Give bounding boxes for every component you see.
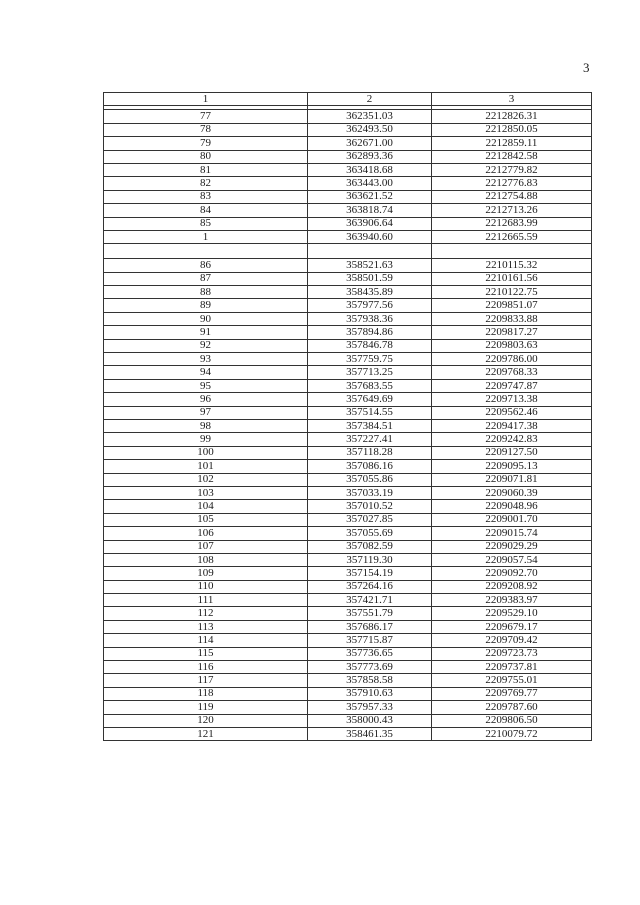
table-row (104, 286, 592, 299)
table-row (104, 177, 592, 190)
x-coordinate-cell: 357773.69 (308, 661, 432, 674)
empty-cell (432, 244, 592, 259)
x-coordinate-cell: 358501.59 (308, 272, 432, 285)
y-coordinate-cell: 2212713.26 (432, 204, 592, 217)
table-row (104, 312, 592, 325)
x-coordinate-cell: 362893.36 (308, 150, 432, 163)
y-coordinate-cell: 2209851.07 (432, 299, 592, 312)
point-number-cell: 104 (104, 500, 308, 513)
x-coordinate-cell: 357551.79 (308, 607, 432, 620)
x-coordinate-cell: 358435.89 (308, 286, 432, 299)
y-coordinate-cell: 2209713.38 (432, 393, 592, 406)
point-number-cell: 97 (104, 406, 308, 419)
y-coordinate-cell: 2209127.50 (432, 446, 592, 459)
table-row (104, 661, 592, 674)
point-number-cell: 114 (104, 634, 308, 647)
table-row (104, 259, 592, 272)
table-row (104, 567, 592, 580)
point-number-cell: 90 (104, 312, 308, 325)
empty-cell (104, 244, 308, 259)
x-coordinate-cell: 363906.64 (308, 217, 432, 230)
table-row (104, 714, 592, 727)
table-row (104, 727, 592, 740)
point-number-cell: 105 (104, 513, 308, 526)
point-number-cell: 103 (104, 486, 308, 499)
y-coordinate-cell: 2209242.83 (432, 433, 592, 446)
y-coordinate-cell: 2209806.50 (432, 714, 592, 727)
y-coordinate-cell: 2209057.54 (432, 553, 592, 566)
point-number-cell: 80 (104, 150, 308, 163)
x-coordinate-cell: 357086.16 (308, 460, 432, 473)
point-number-cell: 110 (104, 580, 308, 593)
x-coordinate-cell: 357894.86 (308, 326, 432, 339)
x-coordinate-cell: 357055.69 (308, 527, 432, 540)
table-row (104, 513, 592, 526)
point-number-cell: 96 (104, 393, 308, 406)
x-coordinate-cell: 357033.19 (308, 486, 432, 499)
point-number-cell: 108 (104, 553, 308, 566)
point-number-cell: 121 (104, 727, 308, 740)
x-coordinate-cell: 357957.33 (308, 701, 432, 714)
y-coordinate-cell: 2209755.01 (432, 674, 592, 687)
x-coordinate-cell: 357154.19 (308, 567, 432, 580)
point-number-cell: 85 (104, 217, 308, 230)
x-coordinate-cell: 357649.69 (308, 393, 432, 406)
table-row (104, 486, 592, 499)
y-coordinate-cell: 2209817.27 (432, 326, 592, 339)
x-coordinate-cell: 357686.17 (308, 620, 432, 633)
y-coordinate-cell: 2209723.73 (432, 647, 592, 660)
point-number-cell: 106 (104, 527, 308, 540)
table-row (104, 339, 592, 352)
x-coordinate-cell: 357713.25 (308, 366, 432, 379)
x-coordinate-cell: 357910.63 (308, 687, 432, 700)
table-row (104, 419, 592, 432)
point-number-cell: 94 (104, 366, 308, 379)
x-coordinate-cell: 357683.55 (308, 379, 432, 392)
y-coordinate-cell: 2209417.38 (432, 419, 592, 432)
table-row (104, 553, 592, 566)
y-coordinate-cell: 2209048.96 (432, 500, 592, 513)
table-row (104, 620, 592, 633)
point-number-cell: 86 (104, 259, 308, 272)
point-number-cell: 84 (104, 204, 308, 217)
x-coordinate-cell: 358521.63 (308, 259, 432, 272)
point-number-cell: 116 (104, 661, 308, 674)
x-coordinate-cell: 357977.56 (308, 299, 432, 312)
y-coordinate-cell: 2209786.00 (432, 353, 592, 366)
table-row (104, 137, 592, 150)
x-coordinate-cell: 358000.43 (308, 714, 432, 727)
table-row (104, 701, 592, 714)
table-row (104, 446, 592, 459)
point-number-cell: 79 (104, 137, 308, 150)
y-coordinate-cell: 2209769.77 (432, 687, 592, 700)
y-coordinate-cell: 2212850.05 (432, 123, 592, 136)
point-number-cell: 109 (104, 567, 308, 580)
point-number-cell: 92 (104, 339, 308, 352)
y-coordinate-cell: 2209737.81 (432, 661, 592, 674)
x-coordinate-cell: 357715.87 (308, 634, 432, 647)
point-number-cell: 115 (104, 647, 308, 660)
column-header-x: 2 (308, 93, 432, 106)
y-coordinate-cell: 2209071.81 (432, 473, 592, 486)
table-row (104, 647, 592, 660)
table-row (104, 634, 592, 647)
table-row (104, 379, 592, 392)
x-coordinate-cell: 357384.51 (308, 419, 432, 432)
y-coordinate-cell: 2209787.60 (432, 701, 592, 714)
y-coordinate-cell: 2209803.63 (432, 339, 592, 352)
y-coordinate-cell: 2209562.46 (432, 406, 592, 419)
point-number-cell: 117 (104, 674, 308, 687)
y-coordinate-cell: 2212779.82 (432, 163, 592, 176)
y-coordinate-cell: 2212842.58 (432, 150, 592, 163)
table-header-row (104, 93, 592, 106)
point-number-cell: 82 (104, 177, 308, 190)
table-row (104, 123, 592, 136)
y-coordinate-cell: 2209029.29 (432, 540, 592, 553)
y-coordinate-cell: 2210115.32 (432, 259, 592, 272)
point-number-cell: 89 (104, 299, 308, 312)
table-row (104, 190, 592, 203)
table-row (104, 110, 592, 123)
table-row (104, 460, 592, 473)
point-number-cell: 88 (104, 286, 308, 299)
x-coordinate-cell: 357858.58 (308, 674, 432, 687)
table-row (104, 674, 592, 687)
table-row (104, 163, 592, 176)
x-coordinate-cell: 357264.16 (308, 580, 432, 593)
x-coordinate-cell: 357736.65 (308, 647, 432, 660)
y-coordinate-cell: 2210079.72 (432, 727, 592, 740)
y-coordinate-cell: 2212826.31 (432, 110, 592, 123)
y-coordinate-cell: 2212776.83 (432, 177, 592, 190)
table-row (104, 473, 592, 486)
point-number-cell: 118 (104, 687, 308, 700)
y-coordinate-cell: 2209679.17 (432, 620, 592, 633)
table-row (104, 527, 592, 540)
section-gap-row (104, 244, 592, 259)
table-row (104, 433, 592, 446)
y-coordinate-cell: 2209001.70 (432, 513, 592, 526)
y-coordinate-cell: 2209060.39 (432, 486, 592, 499)
point-number-cell: 98 (104, 419, 308, 432)
y-coordinate-cell: 2212859.11 (432, 137, 592, 150)
page-number: 3 (583, 60, 590, 75)
y-coordinate-cell: 2209208.92 (432, 580, 592, 593)
point-number-cell: 120 (104, 714, 308, 727)
point-number-cell: 107 (104, 540, 308, 553)
table-row (104, 594, 592, 607)
table-row (104, 500, 592, 513)
x-coordinate-cell: 358461.35 (308, 727, 432, 740)
x-coordinate-cell: 363621.52 (308, 190, 432, 203)
y-coordinate-cell: 2209768.33 (432, 366, 592, 379)
point-number-cell: 83 (104, 190, 308, 203)
x-coordinate-cell: 357421.71 (308, 594, 432, 607)
point-number-cell: 100 (104, 446, 308, 459)
table-row (104, 150, 592, 163)
x-coordinate-cell: 363818.74 (308, 204, 432, 217)
x-coordinate-cell: 357227.41 (308, 433, 432, 446)
y-coordinate-cell: 2212683.99 (432, 217, 592, 230)
x-coordinate-cell: 362671.00 (308, 137, 432, 150)
point-number-cell: 77 (104, 110, 308, 123)
point-number-cell: 81 (104, 163, 308, 176)
point-number-cell: 112 (104, 607, 308, 620)
y-coordinate-cell: 2210122.75 (432, 286, 592, 299)
x-coordinate-cell: 357082.59 (308, 540, 432, 553)
y-coordinate-cell: 2209092.70 (432, 567, 592, 580)
point-number-cell: 95 (104, 379, 308, 392)
table-row (104, 366, 592, 379)
table-row (104, 353, 592, 366)
y-coordinate-cell: 2209709.42 (432, 634, 592, 647)
point-number-cell: 119 (104, 701, 308, 714)
table-row (104, 393, 592, 406)
x-coordinate-cell: 363418.68 (308, 163, 432, 176)
x-coordinate-cell: 357055.86 (308, 473, 432, 486)
column-header-y: 3 (432, 93, 592, 106)
table-row (104, 540, 592, 553)
point-number-cell: 99 (104, 433, 308, 446)
point-number-cell: 101 (104, 460, 308, 473)
point-number-cell: 91 (104, 326, 308, 339)
y-coordinate-cell: 2209747.87 (432, 379, 592, 392)
y-coordinate-cell: 2209015.74 (432, 527, 592, 540)
table-row (104, 230, 592, 243)
x-coordinate-cell: 357119.30 (308, 553, 432, 566)
point-number-cell: 1 (104, 230, 308, 243)
x-coordinate-cell: 357846.78 (308, 339, 432, 352)
y-coordinate-cell: 2209095.13 (432, 460, 592, 473)
x-coordinate-cell: 362493.50 (308, 123, 432, 136)
point-number-cell: 102 (104, 473, 308, 486)
table-row (104, 580, 592, 593)
table-row (104, 687, 592, 700)
point-number-cell: 87 (104, 272, 308, 285)
empty-cell (308, 244, 432, 259)
point-number-cell: 78 (104, 123, 308, 136)
x-coordinate-cell: 357027.85 (308, 513, 432, 526)
point-number-cell: 93 (104, 353, 308, 366)
table-body (104, 106, 592, 741)
table-row (104, 326, 592, 339)
column-header-number: 1 (104, 93, 308, 106)
x-coordinate-cell: 363940.60 (308, 230, 432, 243)
x-coordinate-cell: 357759.75 (308, 353, 432, 366)
x-coordinate-cell: 363443.00 (308, 177, 432, 190)
table-row (104, 272, 592, 285)
y-coordinate-cell: 2209833.88 (432, 312, 592, 325)
y-coordinate-cell: 2210161.56 (432, 272, 592, 285)
x-coordinate-cell: 357938.36 (308, 312, 432, 325)
x-coordinate-cell: 357010.52 (308, 500, 432, 513)
table-row (104, 204, 592, 217)
y-coordinate-cell: 2209529.10 (432, 607, 592, 620)
y-coordinate-cell: 2212665.59 (432, 230, 592, 243)
point-number-cell: 113 (104, 620, 308, 633)
table-row (104, 299, 592, 312)
table-row (104, 406, 592, 419)
table-row (104, 607, 592, 620)
x-coordinate-cell: 357118.28 (308, 446, 432, 459)
table-row (104, 217, 592, 230)
point-number-cell: 111 (104, 594, 308, 607)
y-coordinate-cell: 2209383.97 (432, 594, 592, 607)
x-coordinate-cell: 357514.55 (308, 406, 432, 419)
y-coordinate-cell: 2212754.88 (432, 190, 592, 203)
coordinates-table (103, 92, 592, 741)
x-coordinate-cell: 362351.03 (308, 110, 432, 123)
